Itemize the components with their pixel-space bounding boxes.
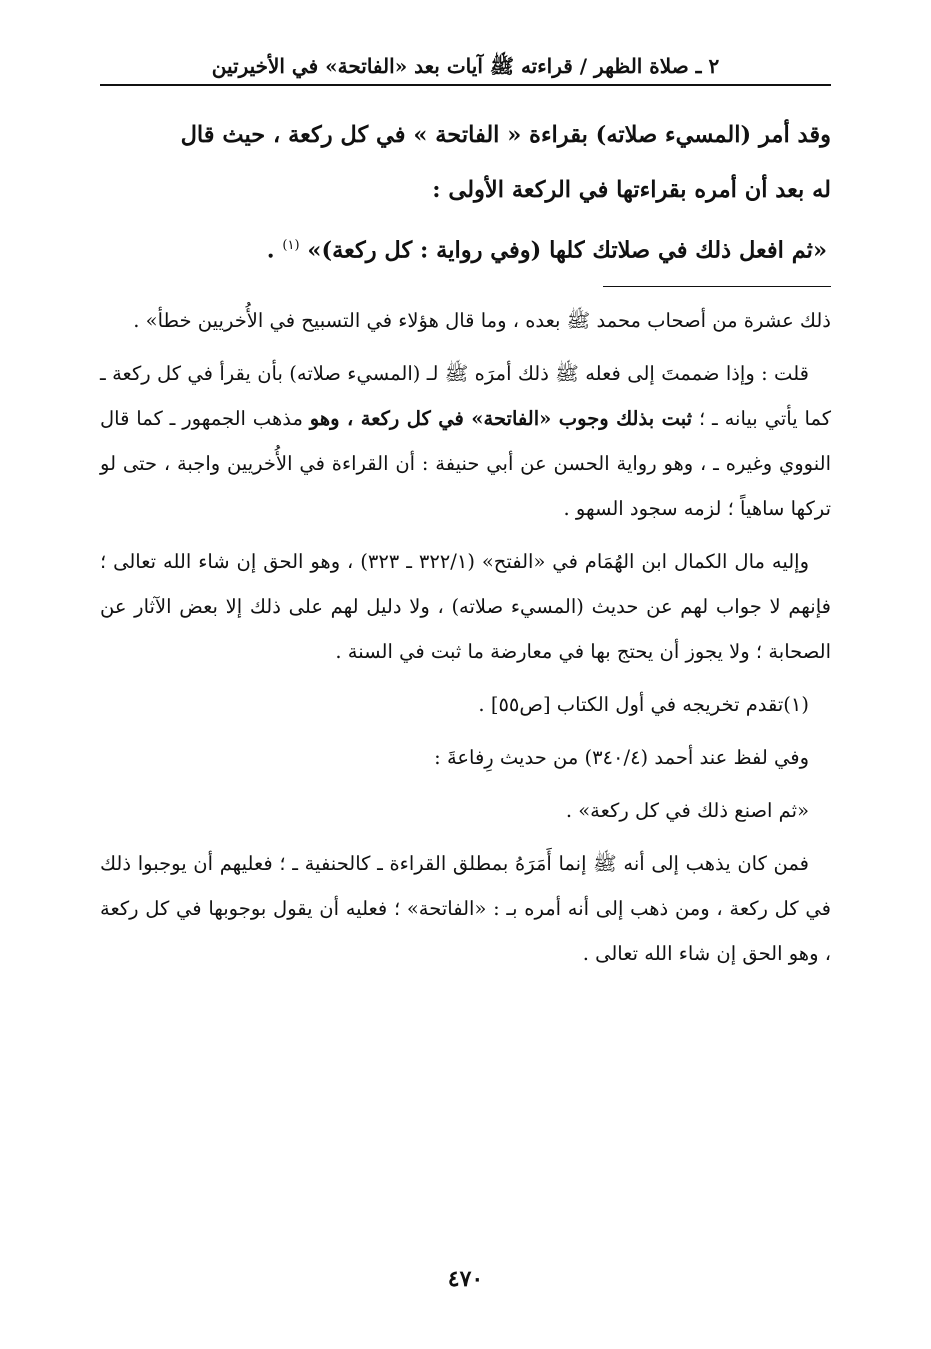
- paragraph-2a: قلت : وإذا ضممتَ إلى فعله ﷺ ذلك أمرَه ﷺ لـ (المسيء صلاته) بأن يقرأ في كل ركعة ـ كما يأتي بيانه ـ ؛: [100, 362, 832, 430]
- paragraph-3: وإليه مال الكمال ابن الهُمَام في «الفتح» (٣٢٢/١ ـ ٣٢٣) ، وهو الحق إن شاء الله تعالى ؛ فإنهم لا جواب لهم عن حديث (المسيء صلاته) ، ولا دليل لهم على ذلك إلا بعض الآثار عن الصحابة ؛ ولا يجوز أن يحتج بها في معارضة ما ثبت في السنة .: [100, 550, 831, 663]
- paragraph-2: [100, 351, 831, 531]
- paragraph-2-bold: ثبت بذلك وجوب «الفاتحة» في كل ركعة ، وهو: [309, 407, 693, 430]
- paragraph-5: «ثم اصنع ذلك في كل ركعة» .: [565, 799, 809, 822]
- paragraph-1: ذلك عشرة من أصحاب محمد ﷺ بعده ، وما قال هؤلاء في التسبيح في الأُخريين خطأ» .: [133, 309, 831, 332]
- main-text: [100, 108, 831, 279]
- commentary: [100, 298, 831, 984]
- footnote-divider: [603, 286, 831, 287]
- paragraph-2c: مذهب الجمهور ـ كما قال النووي وغيره ـ ، وهو رواية الحسن عن أبي حنيفة : أن القراءة في الأُخريين واجبة ، حتى لو تركها ساهياً ؛ لزمه سجود السهو .: [100, 407, 831, 520]
- main-line-2: له بعد أن أمره بقراءتها في الركعة الأولى :: [432, 177, 831, 203]
- quote-end: .: [266, 237, 275, 264]
- main-line-1: وقد أمر (المسيء صلاته) بقراءة « الفاتحة » في كل ركعة ، حيث قال: [180, 122, 831, 148]
- paragraph-4: وفي لفظ عند أحمد (٣٤٠/٤) من حديث رِفاعةَ :: [434, 746, 809, 769]
- footnote-1: (١)تقدم تخريجه في أول الكتاب [ص٥٥] .: [478, 693, 809, 716]
- footnote-marker: (١): [282, 238, 300, 253]
- header-divider: [100, 84, 831, 86]
- paragraph-6: فمن كان يذهب إلى أنه ﷺ إنما أَمَرَهُ بمطلق القراءة ـ كالحنفية ـ ؛ فعليهم أن يوجبوا ذلك في كل ركعة ، ومن ذهب إلى أنه أمره بـ : «الفاتحة» ؛ فعليه أن يقول بوجوبها في كل ركعة ، وهو الحق إن شاء الله تعالى .: [100, 852, 831, 965]
- page-number: ٤٧٠: [447, 1266, 484, 1292]
- quote-text: «ثم افعل ذلك في صلاتك كلها (وفي رواية : كل ركعة)»: [307, 237, 827, 264]
- running-header: ٢ ـ صلاة الظهر / قراءته ﷺ آيات بعد «الفاتحة» في الأخيرتين: [211, 54, 720, 78]
- hadith-quote: [100, 218, 831, 279]
